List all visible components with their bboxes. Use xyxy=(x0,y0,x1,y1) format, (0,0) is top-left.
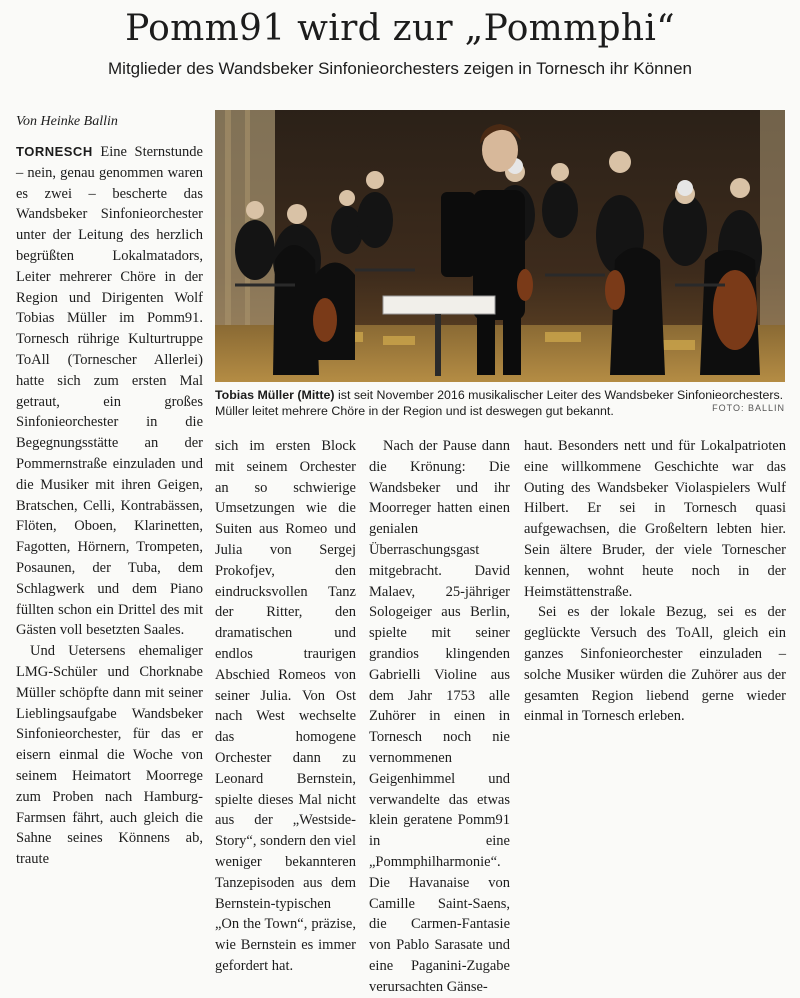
paragraph: Nach der Pause dann die Krönung: Die Wandsbeker und ihr Moorreger hatten einen genialen Überraschungsgast mitgebracht. David Malaev, 25-jähriger Sologeiger aus Berlin, spielte mit seiner grandios klingenden Gabrielli Violine aus dem Jahr 1753 alle Zuhörer in einen in Tornesch noch nie vernommenen Geigenhimmel und verwandelte das etwas klein geratene Pomm91 in eine „Pommphilharmonie“. Die Havanaise von Camille Saint-Saens, die Carmen-Fantasie von Pablo Sarasate und eine Paganini-Zugabe verursachten Gänse- xyxy=(369,438,510,995)
column-1 xyxy=(16,142,203,870)
caption-name: Tobias Müller (Mitte) xyxy=(215,388,335,402)
caption-text: ist seit November 2016 musikalischer Leiter des Wandsbeker Sinfonieorchesters. Müller leitet mehrere Chöre in der Region und ist deswegen gut bekannt. xyxy=(215,388,784,418)
paragraph xyxy=(16,142,203,641)
orchestra-photo xyxy=(215,110,785,382)
dateline: TORNESCH xyxy=(16,144,93,159)
column-2 xyxy=(215,436,356,977)
paragraph: Sei es der lokale Bezug, sei es der geglückte Versuch des ToAll, gleich ein ganzes Sinfonieorchester einzuladen – solche Musiker würden die Zuhörer aus der gesamten Region liebend gerne wieder einmal in Tornesch erleben. xyxy=(524,604,786,725)
paragraph: sich im ersten Block mit seinem Orchester an so schwierige Umsetzungen wie die Suiten aus Romeo und Julia von Sergej Prokofjev, den eindrucksvollen Tanz der Ritter, den dramatischen und endlos traurigen Abschied Romeos von seiner Julia. Von Ost nach West wechselte das homogene Orchester dann zu Leonard Bernstein, spielte dieses Mal nicht aus der „Westside-Story“, sondern den viel weniger bekannteren Tanzepisoden aus dem Bernstein-typischen „On the Town“, präzise, wie Bernstein es immer gefordert hat. xyxy=(215,438,356,974)
column-3 xyxy=(369,436,510,998)
orchestra-photo-image xyxy=(215,110,785,382)
paragraph: haut. Besonders nett und für Lokalpatrioten eine willkommene Geschichte war das Outing des Wandsbeker Violaspielers Wulf Hilbert. Er sei in Tornesch quasi aufgewachsen, die Großeltern lebten hier. Sein ältere Bruder, der viele Tornescher kennen, wohnt heute noch in der Heimstättenstraße. xyxy=(524,438,786,600)
subheadline: Mitglieder des Wandsbeker Sinfonieorchesters zeigen in Tornesch ihr Können xyxy=(108,59,692,78)
paragraph-text: Eine Sternstunde – nein, genau genommen waren es zwei – bescherte das Wandsbeker Sinfonieorchester unter der Leitung des herzlich begrüßten Lokalmatadors, Leiter mehrerer Chöre in der Region und Dirigenten Wolf Tobias Müller im Pomm91. Tornesch rührige Kulturtruppe ToAll (Tornescher Allerlei) hatte sich zum ersten Mal getraut, ein großes Sinfonieorchester in die Begegnungsstätte an der Pommernstraße einzuladen und die Musiker mit ihren Geigen, Bratschen, Celli, Kontrabässen, Flöten, Oboen, Klarinetten, Fagotten, Hörnern, Trompeten, Posaunen, der Tuba, dem Schlagwerk und dem Piano füllten schon ein Drittel des mit Gästen voll besetzten Saales. xyxy=(16,144,203,639)
paragraph: Und Uetersens ehemaliger LMG-Schüler und Chorknabe Müller schöpfte dann mit seiner Lieblingsaufgabe Wandsbeker Sinfonieorchester, für das er eisern einmal die Woche von seinem Heimatort Moorrege zum Proben nach Hamburg-Farmsen fährt, auch gleich die Sahne seines Könnens ab, traute xyxy=(16,643,203,868)
photo-caption xyxy=(215,387,785,419)
photo-credit: FOTO: BALLIN xyxy=(712,403,785,413)
column-4 xyxy=(524,436,786,727)
headline: Pomm91 wird zur „Pommphi“ xyxy=(125,8,675,49)
byline: Von Heinke Ballin xyxy=(16,114,118,129)
